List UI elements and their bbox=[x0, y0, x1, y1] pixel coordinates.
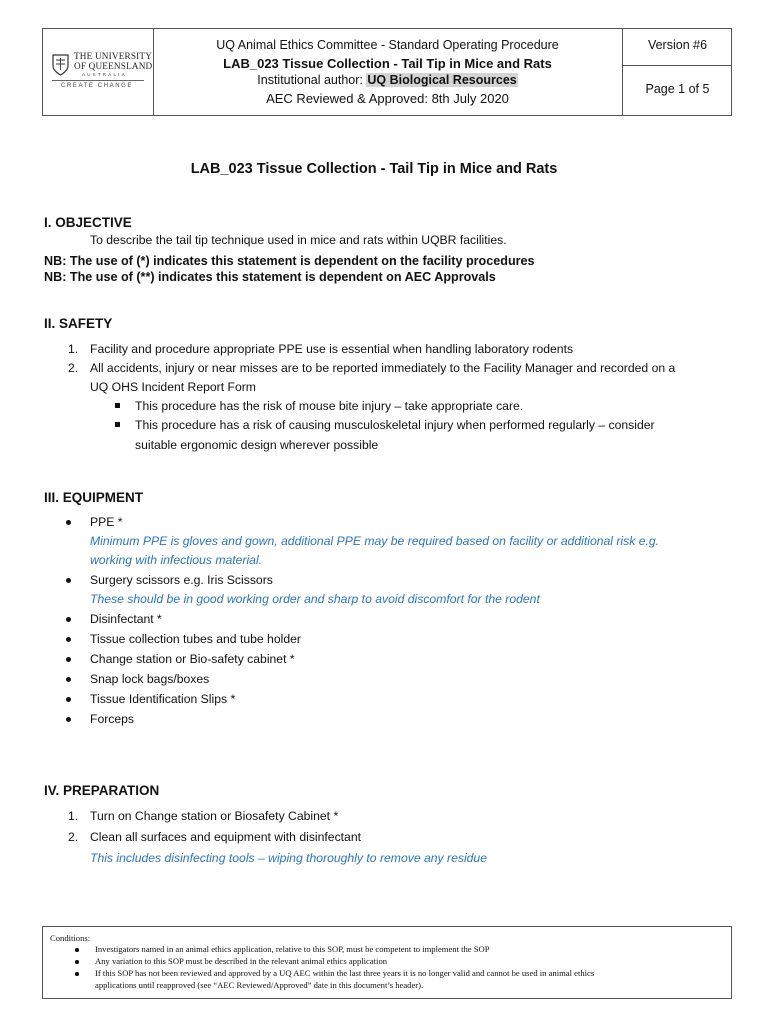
safety-item-2-cont: UQ OHS Incident Report Form bbox=[90, 380, 256, 394]
logo-divider bbox=[52, 80, 144, 81]
equipment-disinfectant: Disinfectant * bbox=[90, 612, 162, 626]
prep-step-1: Turn on Change station or Biosafety Cabinet * bbox=[90, 809, 339, 823]
condition-2: Any variation to this SOP must be described in the relevant animal ethics application bbox=[95, 956, 388, 966]
equipment-station: Change station or Bio-safety cabinet * bbox=[90, 652, 295, 666]
bullet-icon bbox=[66, 617, 71, 622]
equipment-ppe: PPE * bbox=[90, 515, 123, 529]
safety-item-1: Facility and procedure appropriate PPE use is essential when handling laboratory rodents bbox=[90, 342, 574, 356]
equipment-slips: Tissue Identification Slips * bbox=[90, 692, 236, 706]
header-approval: AEC Reviewed & Approved: 8th July 2020 bbox=[266, 91, 509, 106]
header-author-value: UQ Biological Resources bbox=[367, 73, 517, 87]
equipment-scissors-note: These should be in good working order and sharp to avoid discomfort for the rodent bbox=[90, 592, 540, 606]
logo-text-line1: THE UNIVERSITY bbox=[74, 51, 153, 61]
page-title: LAB_023 Tissue Collection - Tail Tip in Mice and Rats bbox=[190, 161, 558, 177]
condition-3-cont: applications until reapproved (see “AEC Reviewed/Approved” date in this document’s header). bbox=[95, 980, 424, 990]
equipment-ppe-note-cont: working with infectious material. bbox=[90, 553, 263, 567]
version-label: Version #6 bbox=[647, 38, 708, 52]
preparation-heading: IV. PREPARATION bbox=[44, 783, 160, 798]
objective-text: To describe the tail tip technique used in mice and rats within UQBR facilities. bbox=[90, 233, 507, 247]
version-divider bbox=[623, 65, 732, 66]
safety-item-2-number: 2. bbox=[68, 361, 79, 375]
safety-item-1-number: 1. bbox=[68, 342, 79, 356]
safety-item-2: All accidents, injury or near misses are to be reported immediately to the Facility Manager and recorded on a bbox=[90, 361, 676, 375]
prep-step-2-note: This includes disinfecting tools – wiping thoroughly to remove any residue bbox=[90, 851, 487, 865]
header-committee: UQ Animal Ethics Committee - Standard Operating Procedure bbox=[216, 38, 559, 52]
square-bullet-icon bbox=[115, 422, 120, 427]
prep-step-2-number: 2. bbox=[68, 830, 79, 844]
safety-sub-2-cont: suitable ergonomic design wherever possible bbox=[135, 438, 379, 452]
bullet-icon bbox=[66, 697, 71, 702]
safety-heading: II. SAFETY bbox=[44, 316, 113, 331]
condition-3: If this SOP has not been reviewed and approved by a UQ AEC within the last three years it is no longer valid and cannot be used in animal ethics bbox=[95, 968, 595, 978]
bullet-icon bbox=[66, 637, 71, 642]
version-cell bbox=[622, 29, 732, 115]
page-number: Page 1 of 5 bbox=[645, 82, 710, 96]
logo-text-line2: OF QUEENSLAND bbox=[74, 61, 153, 71]
prep-step-2: Clean all surfaces and equipment with disinfectant bbox=[90, 830, 361, 844]
header-author-label: Institutional author: bbox=[257, 73, 363, 87]
bullet-icon bbox=[66, 677, 71, 682]
equipment-tubes: Tissue collection tubes and tube holder bbox=[90, 632, 301, 646]
safety-sub-1: This procedure has the risk of mouse bite injury – take appropriate care. bbox=[135, 399, 524, 413]
nb-facility-note: NB: The use of (*) indicates this statement is dependent on the facility procedures bbox=[44, 254, 535, 268]
bullet-icon bbox=[66, 578, 71, 583]
equipment-forceps: Forceps bbox=[90, 712, 135, 726]
bullet-icon bbox=[75, 972, 79, 976]
logo-tagline: CREATE CHANGE bbox=[61, 83, 134, 89]
bullet-icon bbox=[66, 657, 71, 662]
document-header bbox=[42, 28, 732, 116]
conditions-label: Conditions: bbox=[50, 933, 91, 943]
uq-crest-icon bbox=[52, 54, 69, 76]
bullet-icon bbox=[75, 960, 79, 964]
nb-aec-note: NB: The use of (**) indicates this statement is dependent on AEC Approvals bbox=[44, 270, 496, 284]
bullet-icon bbox=[75, 948, 79, 952]
header-doc-title: LAB_023 Tissue Collection - Tail Tip in Mice and Rats bbox=[223, 56, 552, 71]
equipment-bags: Snap lock bags/boxes bbox=[90, 672, 210, 686]
condition-1: Investigators named in an animal ethics application, relative to this SOP, must be competent to implement the SOP bbox=[95, 944, 490, 954]
logo-cell bbox=[43, 29, 154, 115]
logo-text-country: AUSTRALIA bbox=[82, 72, 127, 77]
safety-sub-2: This procedure has a risk of causing musculoskeletal injury when performed regularly – consider bbox=[135, 418, 655, 432]
bullet-icon bbox=[66, 717, 71, 722]
square-bullet-icon bbox=[115, 403, 120, 408]
bullet-icon bbox=[66, 520, 71, 525]
conditions-box bbox=[42, 926, 732, 999]
prep-step-1-number: 1. bbox=[68, 809, 79, 823]
header-author bbox=[153, 73, 622, 87]
objective-heading: I. OBJECTIVE bbox=[44, 215, 132, 230]
equipment-scissors: Surgery scissors e.g. Iris Scissors bbox=[90, 573, 273, 587]
equipment-heading: III. EQUIPMENT bbox=[44, 490, 144, 505]
equipment-ppe-note: Minimum PPE is gloves and gown, additional PPE may be required based on facility or additional risk e.g. bbox=[90, 534, 660, 548]
